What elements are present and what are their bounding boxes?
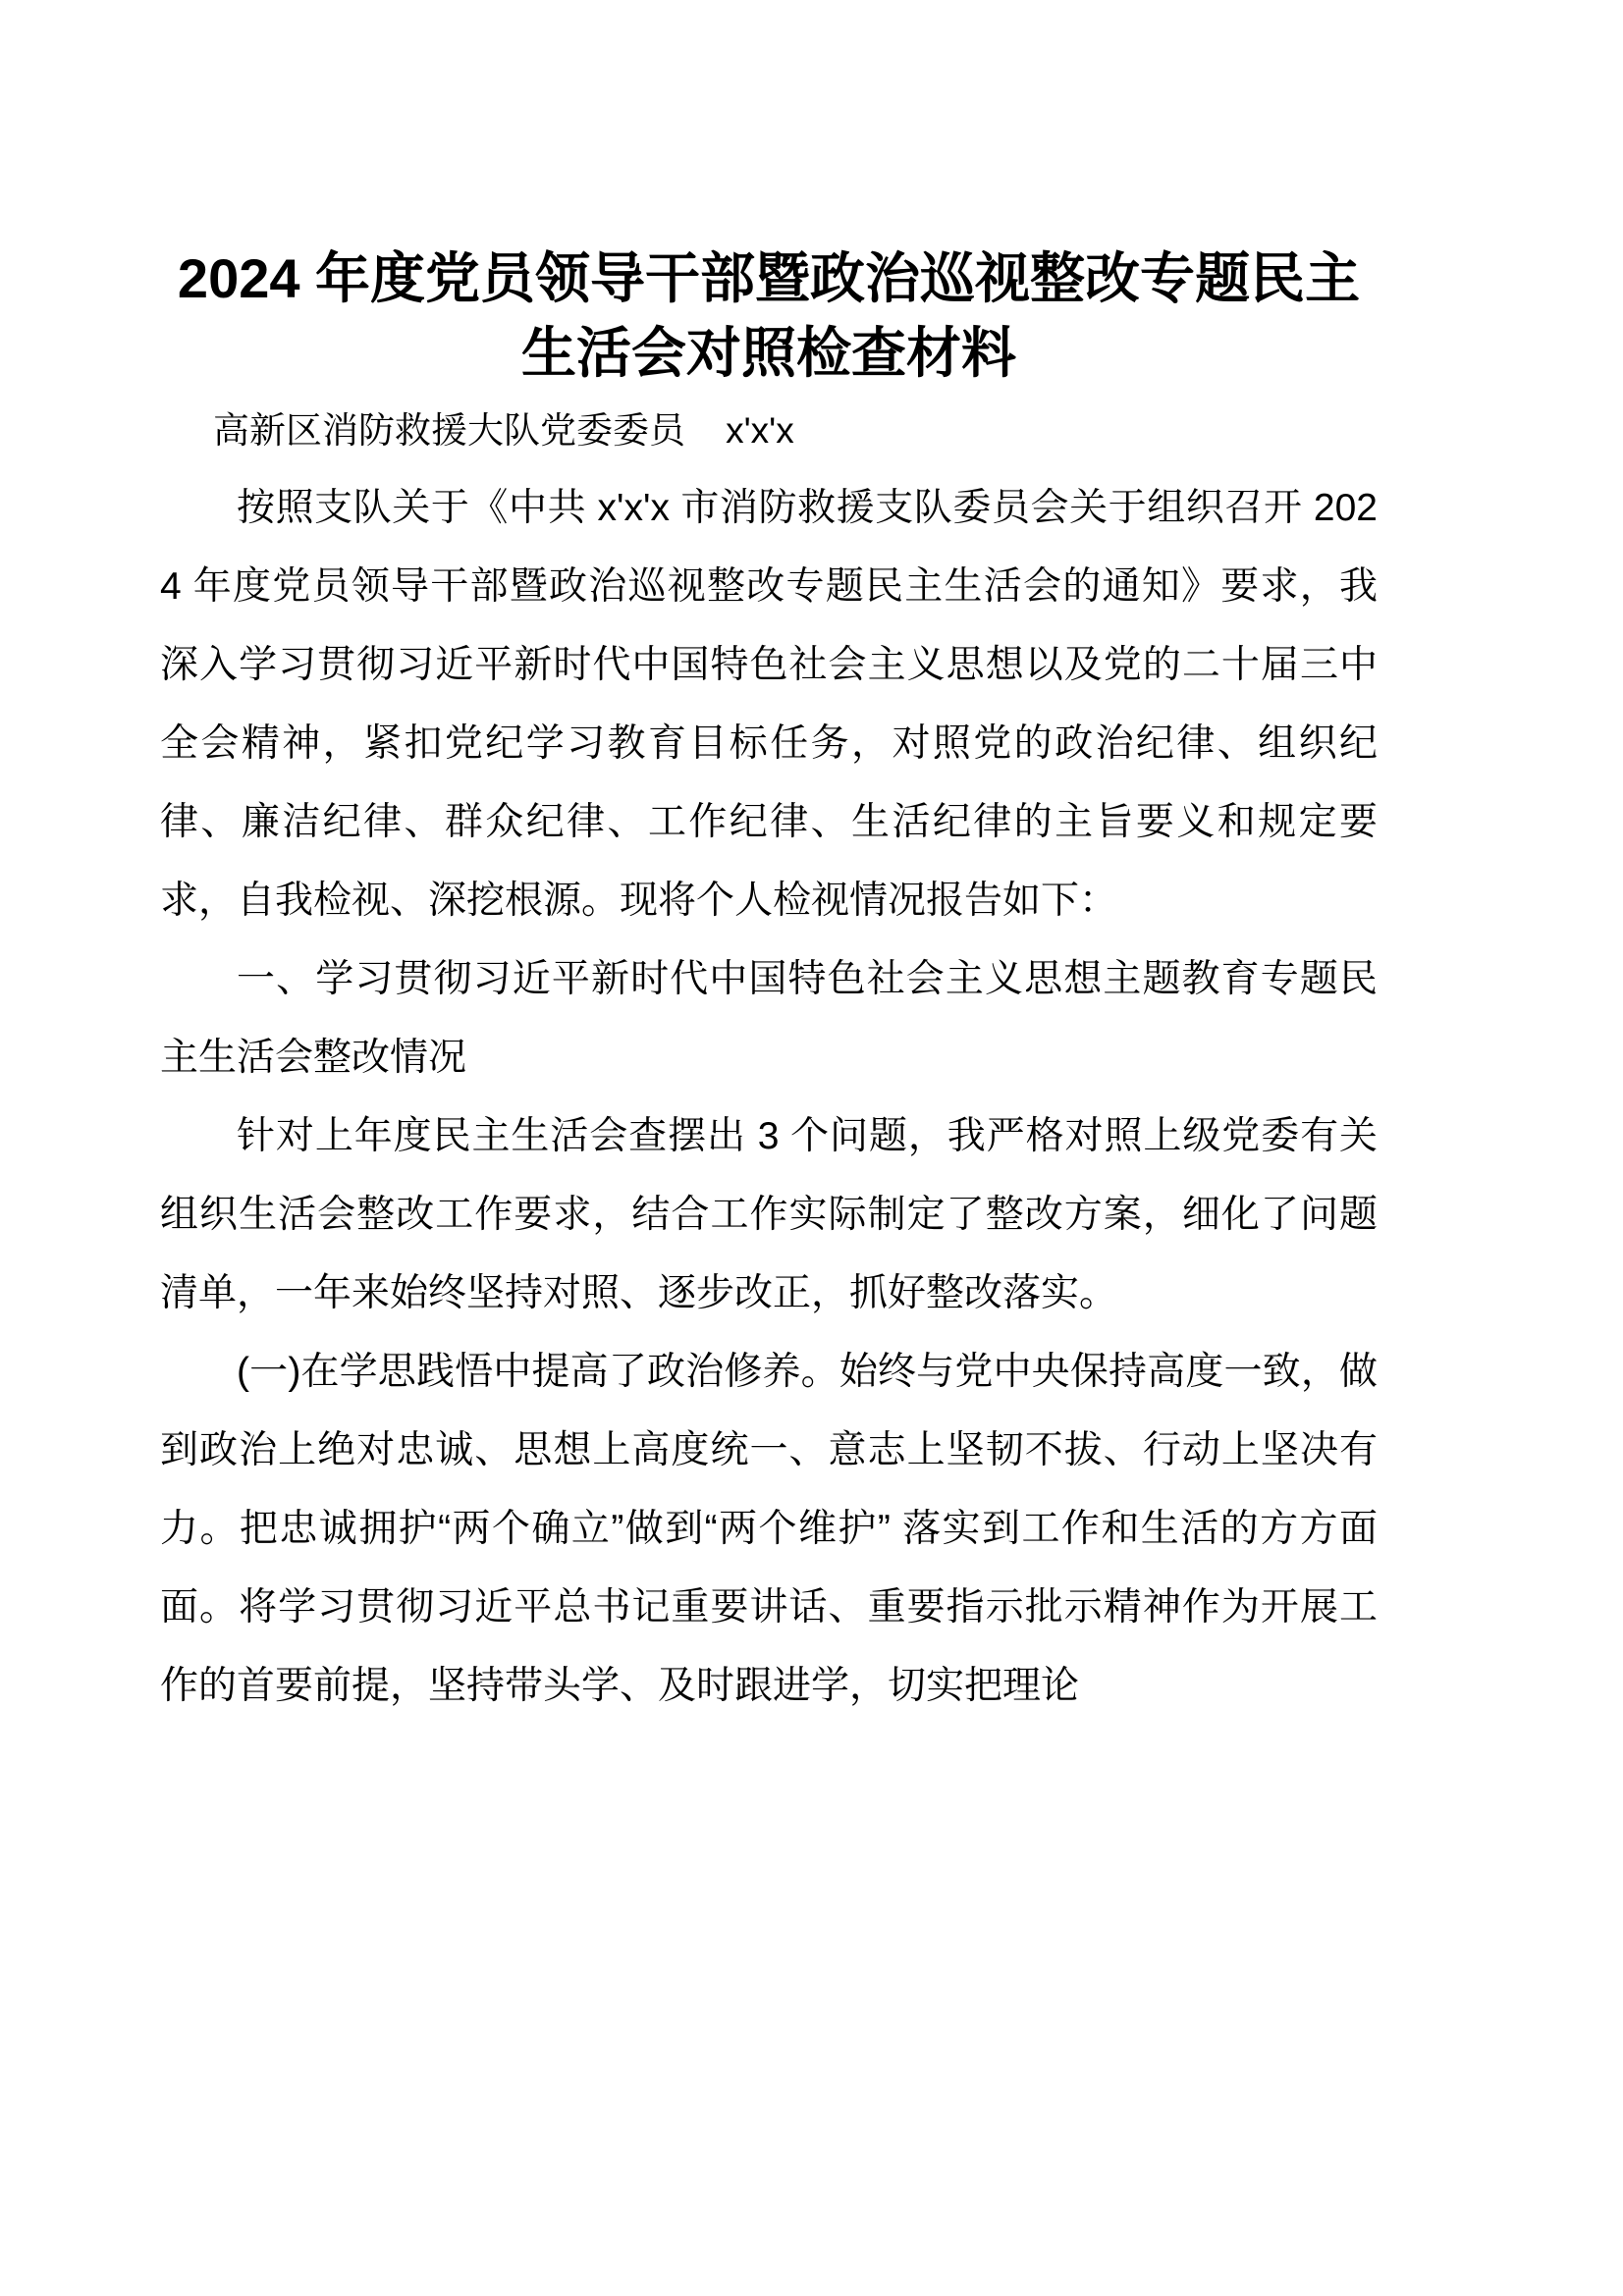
paragraph-item-1: (一)在学思践悟中提高了政治修养。始终与党中央保持高度一致，做到政治上绝对忠诚、思想上高度统一、意志上坚韧不拔、行动上坚决有力。把忠诚拥护“两个确立”做到“两个维护” 落实到工作和生活的方方面面。将学习贯彻习近平总书记重要讲话、重要指示批示精神作为开展工作的首要前提，坚持带头学、及时跟进学，切实把理论 <box>160 1351 1378 1707</box>
document-content <box>160 241 1378 1726</box>
paragraph-section-1-intro: 针对上年度民主生活会查摆出 3 个问题，我严格对照上级党委有关组织生活会整改工作要求，结合工作实际制定了整改方案，细化了问题清单，一年来始终坚持对照、逐步改正，抓好整改落实。 <box>160 1115 1378 1314</box>
section-heading-1: 一、学习贯彻习近平新时代中国特色社会主义思想主题教育专题民主生活会整改情况 <box>160 958 1378 1079</box>
paragraph-intro: 按照支队关于《中共 x'x'x 市消防救援支队委员会关于组织召开 2024 年度党员领导干部暨政治巡视整改专题民主生活会的通知》要求，我深入学习贯彻习近平新时代中国特色社会主义思想以及党的二十届三中全会精神，紧扣党纪学习教育目标任务，对照党的政治纪律、组织纪律、廉洁纪律、群众纪律、工作纪律、生活纪律的主旨要义和规定要求，自我检视、深挖根源。现将个人检视情况报告如下： <box>160 487 1378 922</box>
page-title-line-1: 2024 年度党员领导干部暨政治巡视整改专 <box>177 247 1196 309</box>
byline: 高新区消防救援大队党委委员 x'x'x <box>213 410 794 451</box>
page-title-line-2: 题民主生活会对照检查材料 <box>521 247 1361 384</box>
page-title <box>160 241 1378 391</box>
